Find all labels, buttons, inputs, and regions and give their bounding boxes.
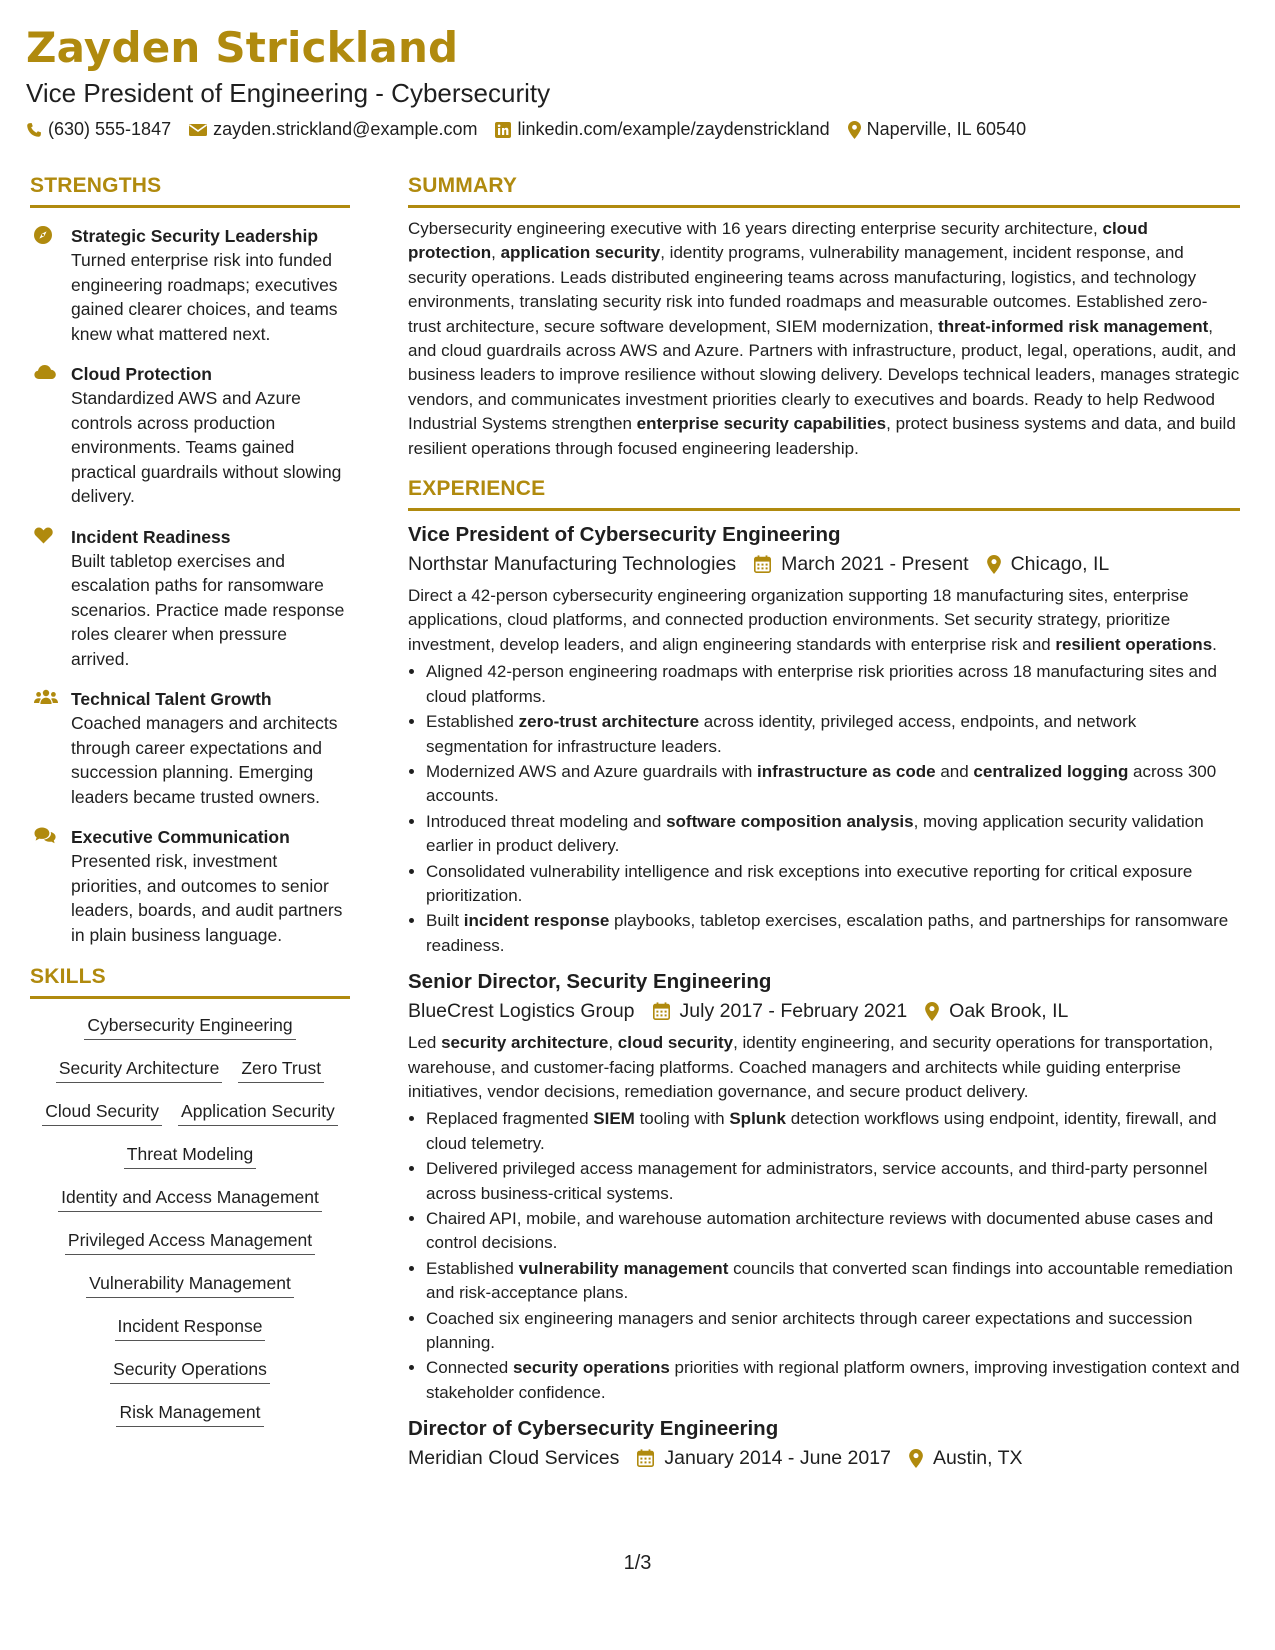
text-segment: Aligned 42-person engineering roadmaps with enterprise risk priorities across 18 manufacturing sites and cloud platforms. — [426, 662, 1217, 706]
bullet-item — [426, 810, 1240, 859]
skill-tag: Cybersecurity Engineering — [84, 1013, 295, 1040]
skill-row — [30, 1271, 350, 1298]
text-segment: detection workflows using endpoint, identity, firewall, and cloud telemetry. — [426, 1109, 1217, 1153]
skills-list — [30, 1013, 350, 1427]
strength-description: Built tabletop exercises and escalation paths for ransomware scenarios. Practice made response roles clearer when pressure arrived. — [71, 550, 345, 669]
skill-tag: Threat Modeling — [124, 1142, 256, 1169]
bold-text: threat-informed risk management — [938, 316, 1209, 336]
strength-description: Presented risk, investment priorities, and outcomes to senior leaders, boards, and audit partners in plain business language. — [71, 851, 343, 945]
text-segment: councils that converted scan findings into accountable remediation and risk-acceptance plans. — [426, 1258, 1233, 1303]
contact-phone[interactable] — [26, 119, 171, 140]
job-location — [909, 1443, 1023, 1473]
strength-name: Incident Readiness — [71, 526, 231, 547]
job-location-text: Austin, TX — [932, 1447, 1023, 1470]
job-dates-text: March 2021 - Present — [781, 553, 969, 576]
summary-text — [408, 217, 1240, 461]
skill-tag: Identity and Access Management — [58, 1185, 322, 1212]
bullet-item — [426, 710, 1240, 759]
strength-item — [30, 224, 350, 346]
skill-tag: Application Security — [178, 1099, 338, 1126]
strength-description: Standardized AWS and Azure controls across production environments. Teams gained practical guardrails without slowing delivery. — [71, 388, 342, 506]
text-segment: tooling with — [634, 1109, 730, 1129]
bullet-item — [426, 860, 1240, 909]
contact-email-text: zayden.strickland@example.com — [213, 119, 478, 139]
text-segment: Introduced threat modeling and — [426, 811, 667, 831]
job-entry — [408, 521, 1240, 958]
calendar-icon — [637, 1449, 654, 1467]
strengths-section — [30, 172, 350, 947]
skill-row — [30, 1013, 350, 1040]
skill-row — [30, 1099, 350, 1126]
strength-item — [30, 687, 350, 809]
phone-icon — [26, 122, 42, 138]
skills-section — [30, 963, 350, 1427]
jobs-list — [408, 521, 1240, 1473]
bold-text: centralized logging — [973, 761, 1129, 781]
location-pin-icon — [848, 121, 861, 139]
bullet-item — [426, 1107, 1240, 1156]
skill-tag: Vulnerability Management — [86, 1271, 294, 1298]
skill-row — [30, 1142, 350, 1169]
summary-heading: SUMMARY — [408, 172, 1240, 208]
location-pin-icon — [925, 1002, 939, 1021]
skill-tag: Zero Trust — [238, 1056, 324, 1083]
bullet-item — [426, 1307, 1240, 1356]
strength-description: Turned enterprise risk into funded engineering roadmaps; executives gained clearer choices, and teams knew what mattered next. — [71, 250, 338, 344]
page-number: 1/3 — [623, 1552, 652, 1574]
comments-icon — [34, 827, 56, 947]
location-pin-icon — [909, 1449, 923, 1468]
skill-row — [30, 1400, 350, 1427]
strength-name: Strategic Security Leadership — [71, 226, 319, 246]
experience-section — [408, 475, 1240, 1473]
text-segment: Consolidated vulnerability intelligence and risk exceptions into executive reporting for critical exposure prioritization. — [426, 861, 1193, 905]
heart-icon — [34, 527, 53, 672]
experience-heading: EXPERIENCE — [408, 475, 1240, 511]
text-segment: , — [608, 1033, 618, 1053]
text-segment: Direct a 42-person cybersecurity engineering organization supporting 18 manufacturing sites, enterprise applications, cloud platforms, and connected production environments. Set security strategy, prioritize investment, develop leaders, and align engineering standards with enterprise risk and — [408, 586, 1189, 654]
bold-text: application security — [500, 243, 661, 263]
text-segment: Established — [426, 712, 519, 732]
text-segment: , identity engineering, and security operations for transportation, warehouse, and customer-facing platforms. Coached managers and architects while guiding enterprise initiatives, vendor decisions, remediation governance, and secure product delivery. — [408, 1033, 1214, 1101]
job-dates-text: January 2014 - June 2017 — [664, 1447, 891, 1470]
bold-text: security architecture — [441, 1033, 609, 1053]
contact-location — [848, 119, 1026, 140]
job-company: BlueCrest Logistics Group — [408, 1000, 635, 1023]
skill-row — [30, 1357, 350, 1384]
job-bullets — [408, 660, 1240, 958]
bold-text: security operations — [512, 1358, 670, 1378]
strength-name: Executive Communication — [71, 827, 290, 847]
bullet-item — [426, 1257, 1240, 1306]
job-meta — [408, 996, 1240, 1026]
text-segment: across identity, privileged access, endpoints, and network segmentation for infrastructure leaders. — [426, 712, 1137, 756]
job-entry — [408, 968, 1240, 1405]
contact-linkedin[interactable] — [495, 119, 829, 140]
job-title: Director of Cybersecurity Engineering — [408, 1417, 779, 1441]
job-dates-text: July 2017 - February 2021 — [679, 1000, 908, 1023]
text-segment: Cybersecurity engineering executive with 16 years directing enterprise security architecture, — [408, 219, 1103, 238]
contact-email[interactable] — [189, 119, 477, 140]
bold-text: resilient operations — [1055, 634, 1213, 654]
linkedin-icon — [495, 122, 511, 138]
bold-text: zero-trust architecture — [518, 712, 700, 732]
skill-row — [30, 1056, 350, 1083]
text-segment: Delivered privileged access management for administrators, service accounts, and third-party personnel across business-critical systems. — [426, 1159, 1208, 1203]
location-pin-icon — [987, 555, 1001, 574]
text-segment: Replaced fragmented — [426, 1109, 594, 1129]
text-segment: , — [491, 243, 501, 263]
candidate-name: Zayden Strickland — [26, 23, 459, 72]
bold-text: cloud protection — [408, 219, 1148, 263]
skill-tag: Incident Response — [115, 1314, 266, 1341]
text-segment: playbooks, tabletop exercises, escalation paths, and partnerships for ransomware readiness. — [426, 911, 1229, 955]
job-description — [408, 584, 1240, 657]
skill-row — [30, 1185, 350, 1212]
bold-text: SIEM — [593, 1109, 635, 1129]
job-company: Northstar Manufacturing Technologies — [408, 553, 737, 576]
strength-description: Coached managers and architects through career expectations and succession planning. Emerging leaders became trusted owners. — [71, 713, 338, 807]
skill-tag: Privileged Access Management — [65, 1228, 315, 1255]
strengths-heading: STRENGTHS — [30, 172, 350, 208]
skill-tag: Cloud Security — [42, 1099, 162, 1126]
strengths-list — [30, 224, 350, 947]
strength-item — [30, 825, 350, 947]
bold-text: enterprise security capabilities — [636, 414, 887, 434]
text-segment: Established — [426, 1258, 519, 1278]
text-segment: , protect business systems and data, and build resilient operations through focused engineering leadership. — [408, 414, 1236, 458]
contact-location-text: Naperville, IL 60540 — [866, 119, 1027, 139]
text-segment: Coached six engineering managers and senior architects through career expectations and succession planning. — [426, 1308, 1193, 1353]
bold-text: cloud security — [617, 1033, 734, 1053]
job-location — [925, 996, 1068, 1026]
job-meta — [408, 1443, 1240, 1473]
contact-bar — [26, 119, 1246, 140]
right-column — [408, 172, 1240, 1473]
candidate-title: Vice President of Engineering - Cybersecurity — [26, 78, 551, 108]
strength-name: Technical Talent Growth — [71, 689, 272, 709]
bold-text: incident response — [463, 911, 610, 931]
skill-tag: Security Operations — [110, 1357, 270, 1384]
text-segment: and — [935, 761, 974, 781]
skill-tag: Risk Management — [116, 1400, 263, 1427]
strength-name: Cloud Protection — [71, 364, 212, 384]
job-location-text: Chicago, IL — [1010, 553, 1110, 576]
users-icon — [34, 689, 58, 809]
calendar-icon — [653, 1002, 670, 1020]
contact-linkedin-text: linkedin.com/example/zaydenstrickland — [517, 119, 830, 139]
job-meta — [408, 549, 1240, 579]
job-title: Senior Director, Security Engineering — [408, 970, 772, 994]
text-segment: Led — [408, 1033, 442, 1053]
cloud-icon — [34, 364, 56, 509]
bullet-item — [426, 1207, 1240, 1256]
compass-icon — [34, 226, 52, 346]
bold-text: Splunk — [729, 1109, 787, 1129]
job-dates — [637, 1443, 891, 1473]
skills-heading: SKILLS — [30, 963, 350, 999]
text-segment: Connected — [426, 1358, 513, 1378]
skill-tag: Security Architecture — [56, 1056, 222, 1083]
bold-text: infrastructure as code — [757, 761, 936, 781]
resume-header — [26, 22, 1246, 140]
skill-row — [30, 1314, 350, 1341]
summary-section — [408, 172, 1240, 461]
job-entry — [408, 1415, 1240, 1473]
job-location — [987, 549, 1110, 579]
bullet-item — [426, 760, 1240, 809]
text-segment: priorities with regional platform owners, improving investigation context and stakeholder confidence. — [426, 1358, 1240, 1402]
text-segment: , moving application security validation earlier in product delivery. — [426, 811, 1204, 856]
email-icon — [189, 123, 207, 137]
bold-text: vulnerability management — [518, 1258, 729, 1278]
bold-text: software composition analysis — [666, 811, 914, 831]
text-segment: across 300 accounts. — [426, 761, 1217, 806]
bullet-item — [426, 660, 1240, 709]
text-segment: Modernized AWS and Azure guardrails with — [426, 761, 758, 781]
strength-item — [30, 525, 350, 672]
text-segment: , identity programs, vulnerability management, incident response, and security operations. Leads distributed engineering teams across manufacturing, logistics, and technology environments, translating security risk into funded roadmaps and measurable outcomes. Established zero-trust architecture, secure software development, SIEM modernization, — [408, 243, 1208, 336]
bullet-item — [426, 1356, 1240, 1405]
text-segment: , and cloud guardrails across AWS and Azure. Partners with infrastructure, product, legal, operations, audit, and business leaders to improve resilience without slowing delivery. Develops technical leaders, manages strategic vendors, and communicates investment priorities clearly to executives and boards. Ready to help Redwood Industrial Systems strengthen — [408, 316, 1240, 434]
calendar-icon — [754, 555, 771, 573]
text-segment: . — [1212, 634, 1217, 654]
skill-row — [30, 1228, 350, 1255]
bullet-item — [426, 909, 1240, 958]
job-dates — [754, 549, 969, 579]
contact-phone-text: (630) 555-1847 — [48, 119, 172, 139]
job-description — [408, 1031, 1240, 1104]
job-location-text: Oak Brook, IL — [949, 1000, 1069, 1023]
job-company: Meridian Cloud Services — [408, 1447, 620, 1470]
text-segment: Built — [426, 911, 464, 931]
bullet-item — [426, 1157, 1240, 1206]
job-bullets — [408, 1107, 1240, 1405]
text-segment: Chaired API, mobile, and warehouse automation architecture reviews with documented abuse cases and control decisions. — [426, 1209, 1214, 1253]
job-title: Vice President of Cybersecurity Engineering — [408, 523, 841, 547]
job-dates — [653, 996, 908, 1026]
left-column — [30, 172, 350, 1443]
strength-item — [30, 362, 350, 509]
